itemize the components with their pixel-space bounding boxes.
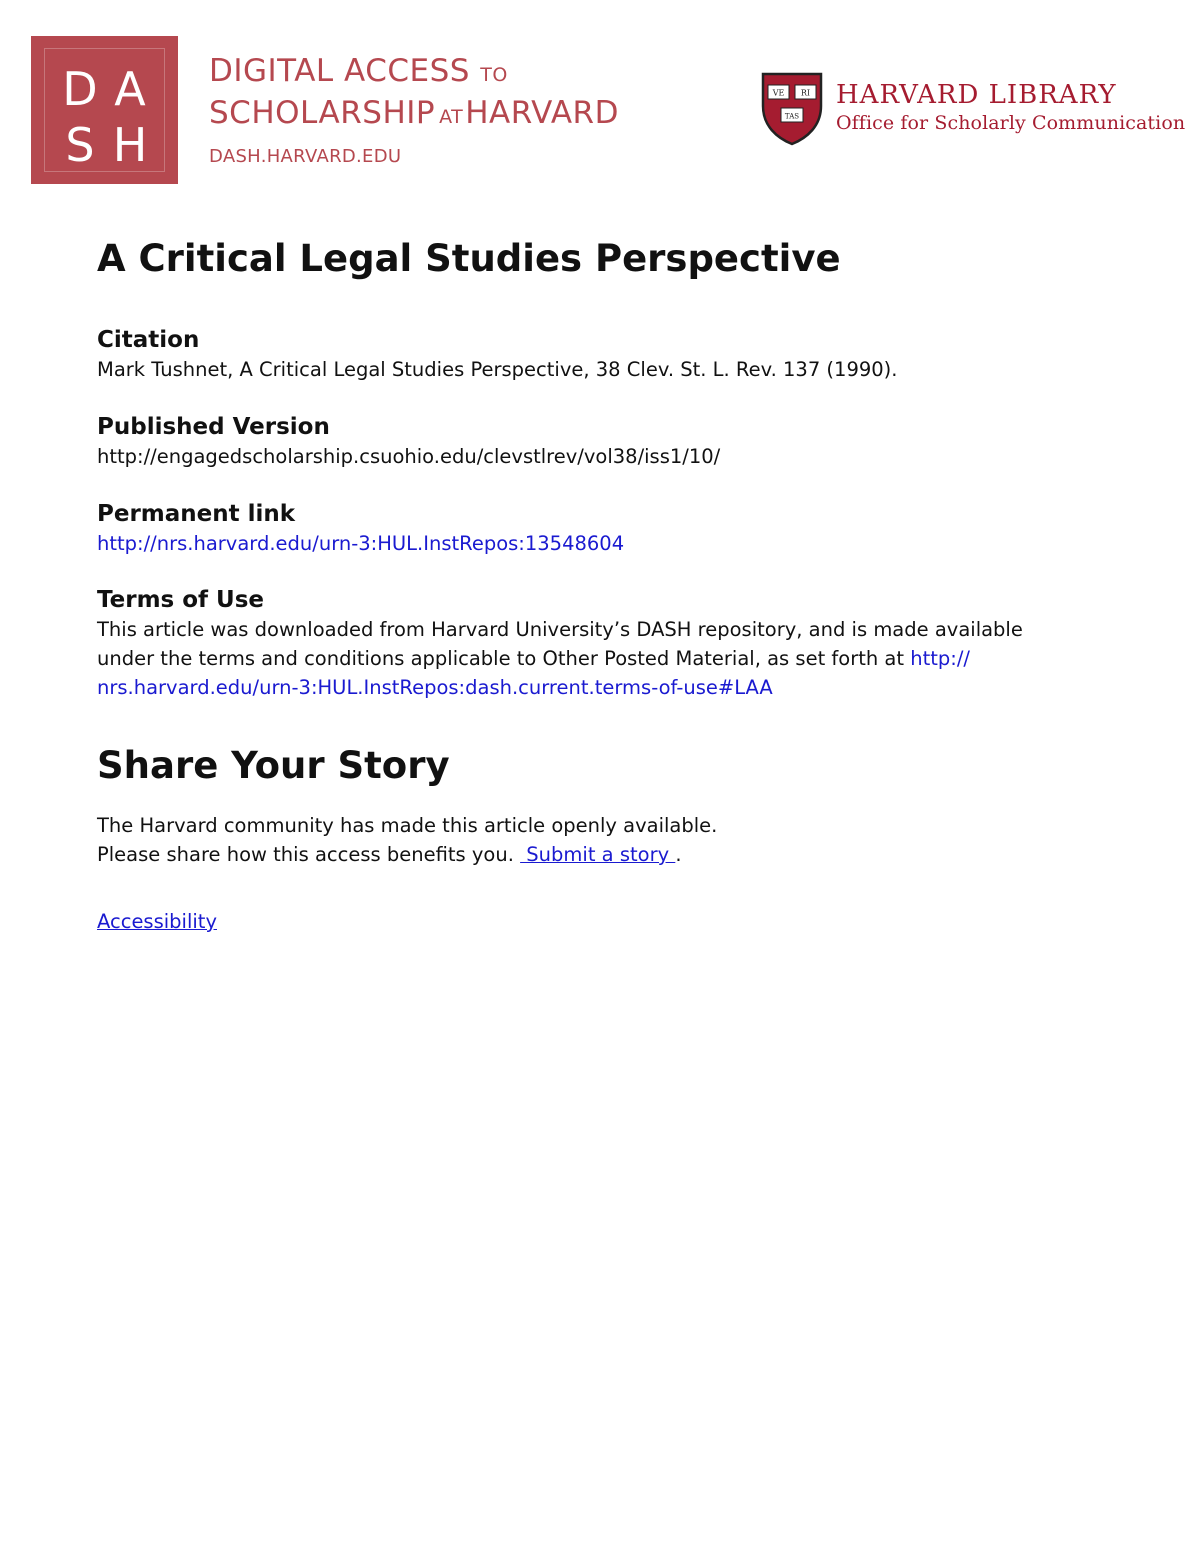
shield-text-ve: VE [772,88,785,98]
share-line2 [97,840,1107,869]
dash-logo-letter-a: A [114,62,146,116]
dash-line1-main: DIGITAL ACCESS [209,53,470,89]
shield-text-tas: TAS [784,112,800,121]
published-version-heading: Published Version [97,414,330,440]
terms-link-part2[interactable]: nrs.harvard.edu/urn-3:HUL.InstRepos:dash.current.terms-of-use#LAA [97,676,773,699]
dash-wordmark-line1 [209,52,619,94]
main-content [97,236,1107,936]
terms-text-line1: This article was downloaded from Harvard University’s DASH repository, and is made available [97,618,1023,641]
terms-text-line2: under the terms and conditions applicable to Other Posted Material, as set forth at [97,647,911,670]
dash-url: DASH.HARVARD.EDU [209,146,402,167]
dash-wordmark [209,52,619,168]
citation-text: Mark Tushnet, A Critical Legal Studies Perspective, 38 Clev. St. L. Rev. 137 (1990). [97,358,898,381]
citation-heading: Citation [97,327,200,353]
dash-logo-letter-h: H [112,118,148,172]
terms-link-part1[interactable]: http:// [910,647,970,670]
dash-logo [31,36,178,184]
dash-logo-letter-s: S [65,118,95,172]
accessibility-section [97,907,1107,936]
dash-wordmark-line2 [209,94,619,136]
permanent-link[interactable]: http://nrs.harvard.edu/urn-3:HUL.InstRepos:13548604 [97,532,625,555]
accessibility-link[interactable]: Accessibility [97,910,217,933]
share-line1: The Harvard community has made this article openly available. [97,814,718,837]
dash-line1-small: TO [480,64,508,86]
share-line2-prefix: Please share how this access benefits you. [97,843,521,866]
permanent-link-section [97,499,1107,558]
terms-of-use-heading: Terms of Use [97,587,265,613]
terms-of-use-section [97,585,1107,702]
dash-line2-small: AT [439,106,464,128]
terms-of-use-text [97,615,1107,702]
document-title: A Critical Legal Studies Perspective [97,237,841,280]
shield-text-ri: RI [800,88,811,98]
published-version-section [97,412,1107,471]
permanent-link-heading: Permanent link [97,501,296,527]
citation-section [97,325,1107,384]
share-line2-suffix: . [675,843,682,866]
share-your-story-title: Share Your Story [97,744,450,787]
published-version-url: http://engagedscholarship.csuohio.edu/clevstlrev/vol38/iss1/10/ [97,445,721,468]
submit-story-link[interactable]: Submit a story [520,843,676,866]
harvard-library-office: Office for Scholarly Communication [836,112,1186,134]
dash-line2-end: HARVARD [465,95,619,131]
share-section [97,811,1107,869]
harvard-shield-icon [761,72,823,146]
harvard-library-wordmark [836,79,1185,135]
harvard-library-name: HARVARD LIBRARY [836,80,1117,110]
dash-logo-letter-d: D [62,62,98,116]
dash-line2-main: SCHOLARSHIP [209,95,436,131]
